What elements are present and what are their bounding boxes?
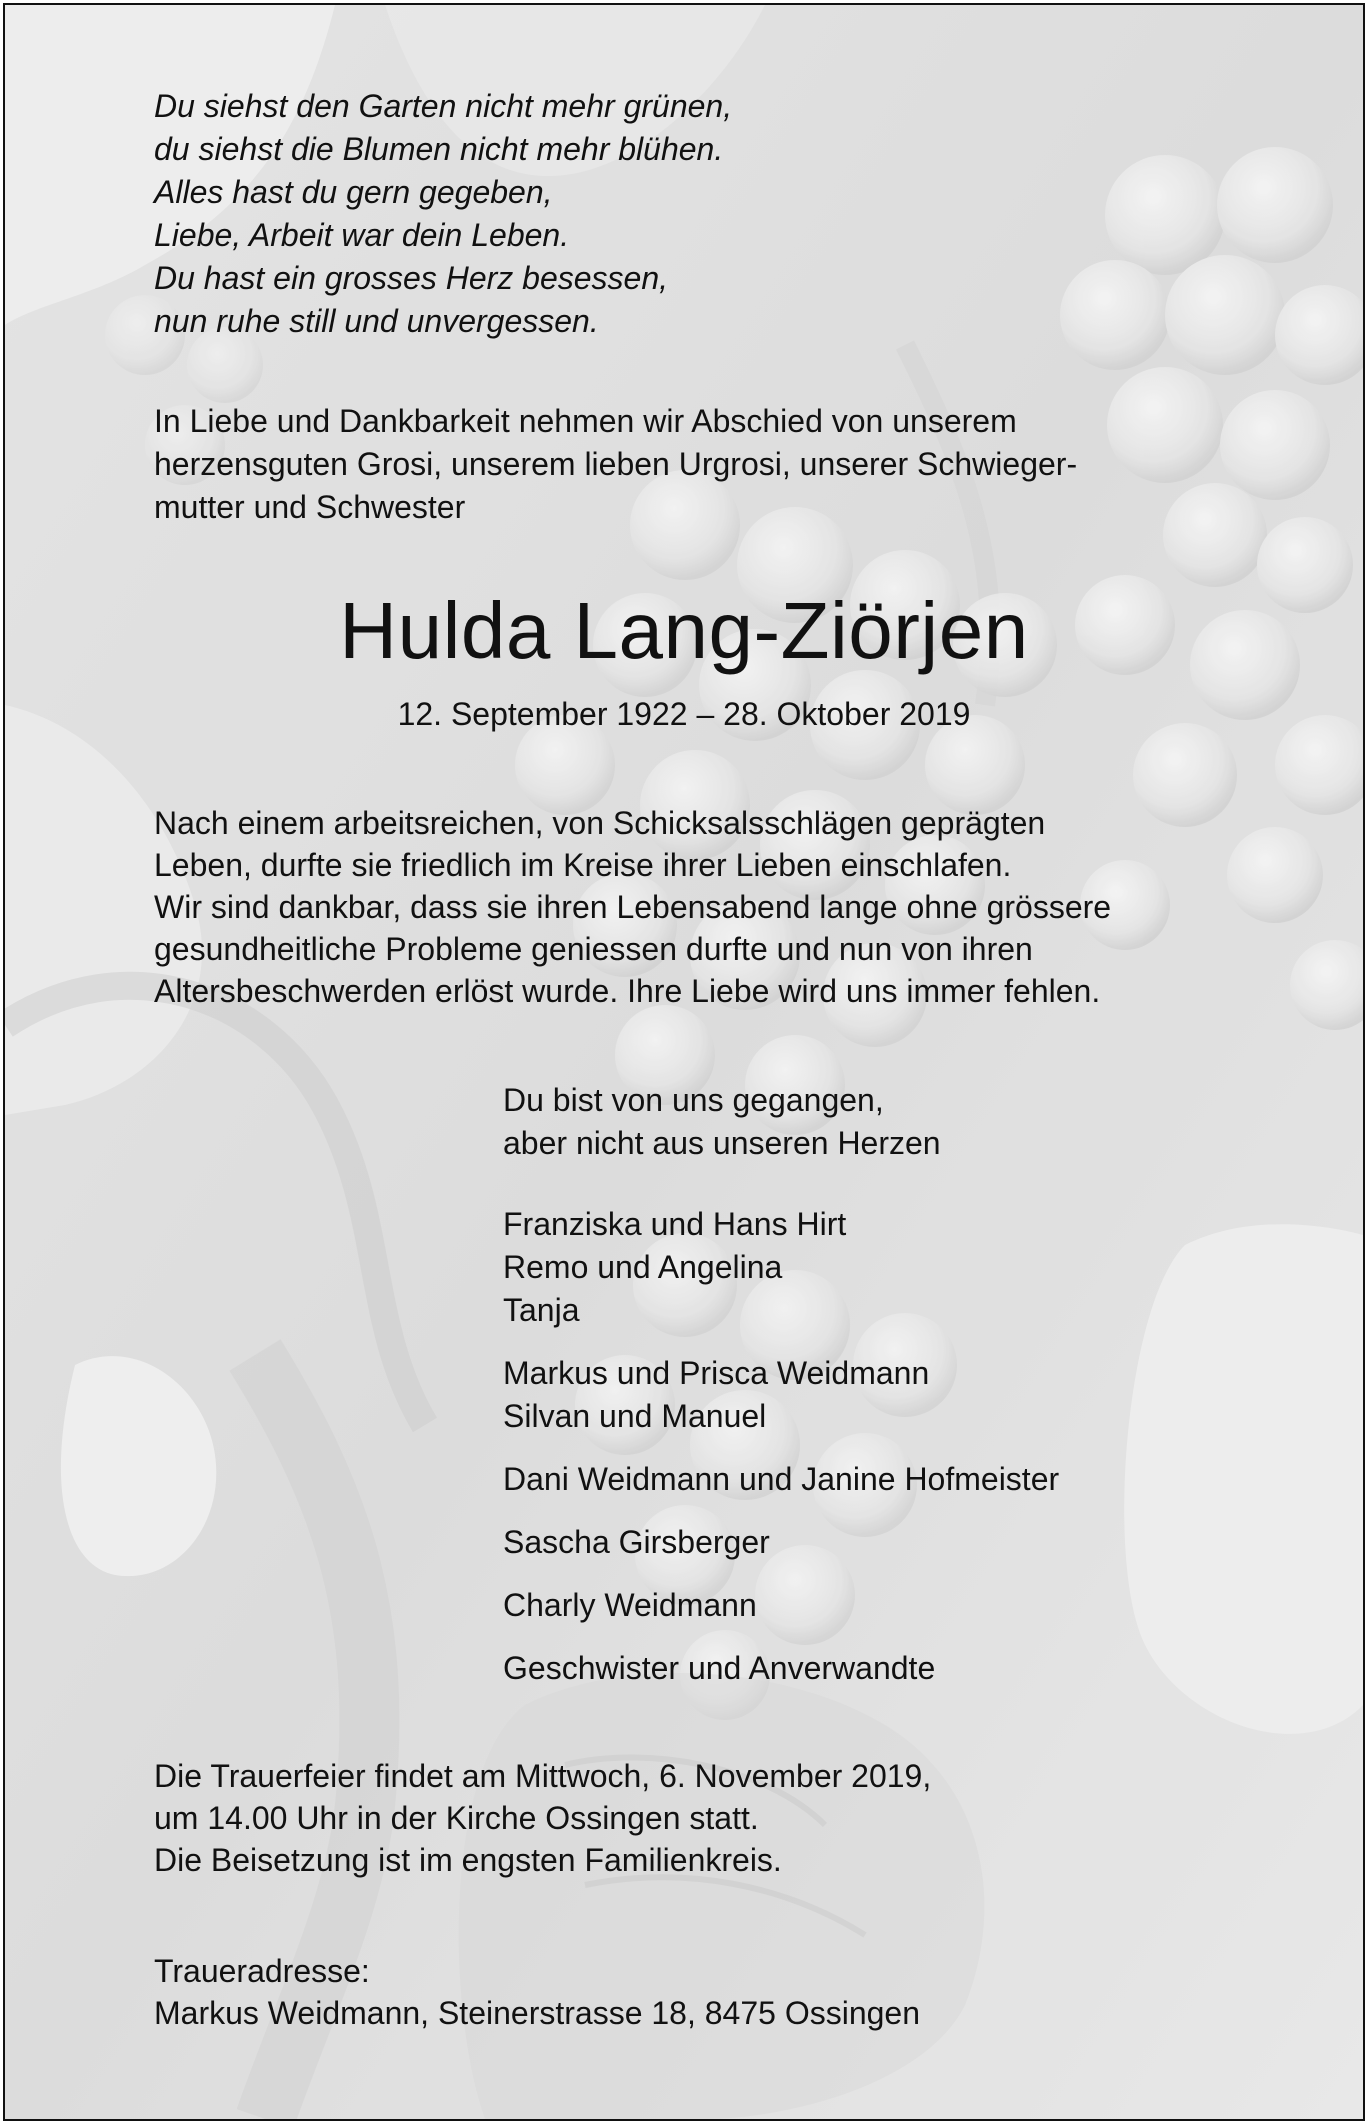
deceased-name: Hulda Lang-Ziörjen	[339, 586, 1029, 675]
address-label: Traueradresse:	[154, 1953, 370, 1989]
poem-line: nun ruhe still und unvergessen.	[154, 303, 599, 339]
ceremony-line: Die Beisetzung ist im engsten Familienkreis.	[154, 1842, 782, 1878]
mourner-name: Franziska und Hans Hirt	[503, 1206, 847, 1242]
verse-line: aber nicht aus unseren Herzen	[503, 1125, 941, 1161]
ceremony-line: um 14.00 Uhr in der Kirche Ossingen statt.	[154, 1800, 759, 1836]
farewell-verse	[503, 1079, 941, 1165]
poem-line: du siehst die Blumen nicht mehr blühen.	[154, 131, 724, 167]
intro-line: mutter und Schwester	[154, 489, 466, 525]
ceremony-line: Die Trauerfeier findet am Mittwoch, 6. November 2019,	[154, 1758, 932, 1794]
ceremony-details	[154, 1755, 931, 1881]
mourner-name: Markus und Prisca Weidmann	[503, 1355, 930, 1391]
family-group	[503, 1647, 1059, 1690]
mourners-list	[503, 1203, 1059, 1710]
family-group	[503, 1203, 1059, 1332]
family-group	[503, 1521, 1059, 1564]
mourner-name: Silvan und Manuel	[503, 1398, 767, 1434]
poem-line: Du hast ein grosses Herz besessen,	[154, 260, 669, 296]
verse-line: Du bist von uns gegangen,	[503, 1082, 884, 1118]
family-group	[503, 1584, 1059, 1627]
memorial-paragraph	[154, 802, 1111, 1012]
family-group	[503, 1458, 1059, 1501]
poem-line: Alles hast du gern gegeben,	[154, 174, 553, 210]
poem-line: Du siehst den Garten nicht mehr grünen,	[154, 88, 733, 124]
mourner-name: Dani Weidmann und Janine Hofmeister	[503, 1461, 1060, 1497]
memorial-line: Leben, durfte sie friedlich im Kreise ihrer Lieben einschlafen.	[154, 847, 1012, 883]
mourner-name: Charly Weidmann	[503, 1587, 757, 1623]
family-group	[503, 1352, 1059, 1438]
obituary-content	[5, 5, 1363, 2119]
memorial-line: Altersbeschwerden erlöst wurde. Ihre Liebe wird uns immer fehlen.	[154, 973, 1101, 1009]
mourner-name: Remo und Angelina	[503, 1249, 783, 1285]
intro-line: herzensguten Grosi, unserem lieben Urgrosi, unserer Schwieger-	[154, 446, 1078, 482]
intro-line: In Liebe und Dankbarkeit nehmen wir Abschied von unserem	[154, 403, 1017, 439]
memorial-line: gesundheitliche Probleme geniessen durfte und nun von ihren	[154, 931, 1033, 967]
mourner-name: Geschwister und Anverwandte	[503, 1650, 936, 1686]
obituary-frame	[3, 3, 1365, 2121]
intro-paragraph	[154, 400, 1077, 529]
opening-poem	[154, 85, 732, 343]
memorial-line: Nach einem arbeitsreichen, von Schicksalsschlägen geprägten	[154, 805, 1046, 841]
life-dates: 12. September 1922 – 28. Oktober 2019	[397, 696, 971, 732]
address-value: Markus Weidmann, Steinerstrasse 18, 8475 Ossingen	[154, 1995, 921, 2031]
mourning-address	[154, 1950, 920, 2034]
mourner-name: Sascha Girsberger	[503, 1524, 770, 1560]
mourner-name: Tanja	[503, 1292, 580, 1328]
memorial-line: Wir sind dankbar, dass sie ihren Lebensabend lange ohne grössere	[154, 889, 1112, 925]
poem-line: Liebe, Arbeit war dein Leben.	[154, 217, 570, 253]
